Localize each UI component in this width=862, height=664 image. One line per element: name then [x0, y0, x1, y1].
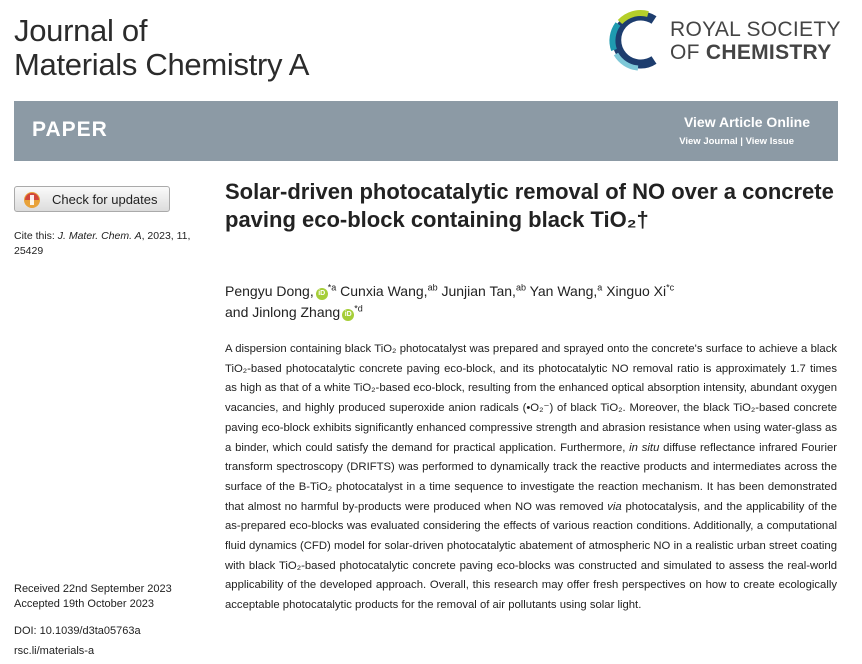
view-article-online-link[interactable]: View Article Online	[683, 114, 810, 130]
author-affiliation: a	[597, 282, 603, 293]
journal-title-line2: Materials Chemistry A	[14, 47, 310, 82]
article-type-banner	[14, 101, 838, 161]
rsc-line2-prefix: OF	[670, 41, 706, 64]
rsc-line2	[670, 41, 841, 64]
abstract-emphasis: in situ	[629, 441, 660, 454]
abstract	[225, 340, 837, 616]
rsc-logo-mark-icon	[608, 8, 664, 72]
article-dates	[14, 582, 172, 612]
rsc-logo-text	[670, 18, 841, 64]
abstract-paragraph	[225, 340, 837, 616]
doi-link[interactable]: DOI: 10.1039/d3ta05763a	[14, 625, 141, 637]
check-for-updates-label: Check for updates	[52, 192, 158, 207]
abstract-emphasis: via	[607, 500, 622, 513]
author-name[interactable]: Cunxia Wang,	[336, 283, 428, 299]
received-date: Received 22nd September 2023	[14, 583, 172, 595]
abstract-part2: diffuse reflectance infrared Fourier transform spectroscopy (DRIFTS) was performed to dynamically track the reactive products and intermediates across the surface of the B-TiO₂ photocatalyst in a time sequence to investigate the reaction mechanism. It has been demonstrated that almost no harmful by-products were produced when NO was removed	[225, 441, 837, 513]
journal-title	[14, 14, 309, 82]
orcid-icon[interactable]: iD	[316, 288, 328, 300]
author-name[interactable]: Xinguo Xi	[602, 283, 667, 299]
author-list	[225, 281, 835, 323]
orcid-icon[interactable]: iD	[342, 309, 354, 321]
abstract-part1: A dispersion containing black TiO₂ photocatalyst was prepared and sprayed onto the concrete's surface to achieve a black TiO₂-based photocatalytic concrete paving eco-block, and its photocatalytic NO removal ratio is approximately 1.7 times as high as that of a white TiO₂-based eco-block, resulting from the enhanced optical absorption intensity, abundant oxygen vacancies, and highly produced superoxide anion radicals (•O₂⁻) of black TiO₂. Moreover, the black TiO₂-based concrete paving eco-block exhibits significantly enhanced compressive strength and abrasion resistance when using water-glass as a binder, which could satisfy the demand for practical application. Furthermore,	[225, 343, 837, 454]
article-type-label: PAPER	[32, 118, 108, 141]
citation	[14, 229, 214, 259]
journal-title-line1: Journal of	[14, 13, 148, 48]
accepted-date: Accepted 19th October 2023	[14, 598, 155, 610]
rsc-line2-bold: CHEMISTRY	[705, 41, 832, 64]
abstract-part3: photocatalysis, and the applicability of the as-prepared eco-blocks was evaluated considering the effects of various reaction conditions. Additionally, a computational fluid dynamics (CFD) model for solar-driven photocatalytic abatement of atmospheric NO in a realistic urban street coating with black TiO₂-based photocatalytic concrete paving eco-blocks was constructed and simulated to assess the real-world applicability of the developed approach. Overall, this research may offer fresh perspectives on how to create ecologically acceptable photocatalytic products for the removal of air pollutants using solar light.	[225, 500, 838, 612]
banner-links	[679, 136, 794, 147]
check-for-updates-button[interactable]	[14, 186, 170, 212]
view-journal-link[interactable]: View Journal	[679, 136, 738, 147]
author-affiliation: *c	[666, 282, 675, 293]
crossmark-icon	[22, 191, 42, 209]
author-affiliation: ab	[515, 282, 526, 293]
author-name[interactable]: Yan Wang,	[525, 283, 598, 299]
rsc-logo[interactable]	[608, 8, 848, 78]
article-title: Solar-driven photocatalytic removal of NO over a concrete paving eco-block containing black TiO₂†	[225, 179, 834, 232]
banner-separator: |	[737, 136, 746, 147]
author-name[interactable]: Junjian Tan,	[437, 283, 516, 299]
citation-prefix: Cite this:	[14, 230, 58, 242]
rsc-line1: ROYAL SOCIETY	[670, 18, 841, 41]
author-name[interactable]: and Jinlong Zhang	[225, 304, 341, 320]
citation-details: , 2023, 11, 25429	[14, 230, 191, 257]
author-affiliation: ab	[427, 282, 438, 293]
author-name[interactable]: Pengyu Dong,	[225, 283, 314, 299]
author-affiliation: *a	[327, 282, 337, 293]
author-affiliation: *d	[354, 303, 363, 314]
journal-site-link[interactable]: rsc.li/materials-a	[14, 645, 95, 657]
citation-journal: J. Mater. Chem. A	[57, 230, 142, 242]
view-issue-link[interactable]: View Issue	[745, 136, 794, 147]
